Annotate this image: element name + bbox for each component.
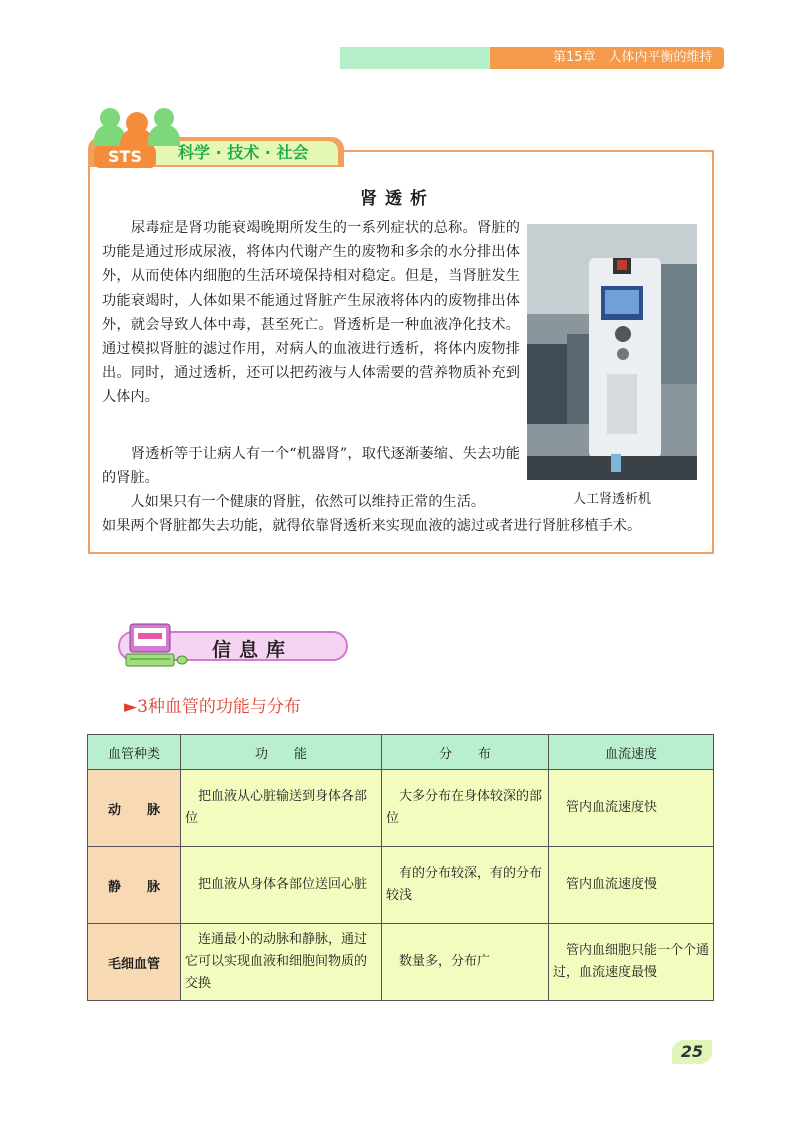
table-cell: 管内血流速度快 [549, 770, 714, 847]
dialysis-machine-photo [527, 224, 697, 480]
table-row [88, 924, 714, 1001]
table-cell: 管内血细胞只能一个个通过，血流速度最慢 [549, 924, 714, 1001]
paragraph-2: 肾透析等于让病人有一个“机器肾”，取代逐渐萎缩、失去功能的肾脏。 [102, 446, 520, 487]
table-header: 血流速度 [549, 735, 714, 770]
paragraph-3: 人如果只有一个健康的肾脏，依然可以维持正常的生活。 [102, 494, 486, 510]
table-cell: 管内血流速度慢 [549, 847, 714, 924]
vessel-type: 动 脉 [88, 770, 181, 847]
section-title: ►3种血管的功能与分布 [124, 697, 301, 717]
table-header: 分 布 [382, 735, 549, 770]
table-row [88, 770, 714, 847]
table-cell: 数量多，分布广 [382, 924, 549, 1001]
paragraph-4: 如果两个肾脏都失去功能，就得依靠肾透析来实现血液的滤过或者进行肾脏移植手术。 [102, 518, 642, 534]
table-cell: 把血液从心脏输送到身体各部位 [181, 770, 382, 847]
chapter-title: 第15章 人体内平衡的维持 [553, 50, 713, 65]
table-cell: 大多分布在身体较深的部位 [382, 770, 549, 847]
sts-label: STS [94, 146, 156, 168]
table-cell: 连通最小的动脉和静脉，通过它可以实现血液和细胞间物质的交换 [181, 924, 382, 1001]
sts-title: 科学 · 技术 · 社会 [178, 143, 309, 162]
computer-icon [124, 622, 188, 670]
table-header: 功 能 [181, 735, 382, 770]
table-cell: 把血液从身体各部位送回心脏 [181, 847, 382, 924]
vessel-type: 毛细血管 [88, 924, 181, 1001]
table-cell: 有的分布较深，有的分布较浅 [382, 847, 549, 924]
page-number: 25 [672, 1040, 712, 1064]
paragraph-1: 尿毒症是肾功能衰竭晚期所发生的一系列症状的总称。肾脏的功能是通过形成尿液，将体内代谢产生的废物和多余的水分排出体外，从而使体内细胞的生活环境保持相对稳定。但是，当肾脏发生功能衰竭时，人体如果不能通过肾脏产生尿液将体内的废物排出体外，就会导致人体中毒，甚至死亡。肾透析是一种血液净化技术。通过模拟肾脏的滤过作用，对病人的血液进行透析，将体内废物排出。同时，通过透析，还可以把药液与人体需要的营养物质补充到人体内。 [102, 220, 520, 406]
info-library-title: 信息库 [212, 639, 294, 661]
table-row [88, 847, 714, 924]
vessel-table [87, 734, 714, 1001]
photo-caption: 人工肾透析机 [572, 492, 651, 507]
vessel-type: 静 脉 [88, 847, 181, 924]
article-title: 肾透析 [360, 189, 435, 209]
table-header: 血管种类 [88, 735, 181, 770]
